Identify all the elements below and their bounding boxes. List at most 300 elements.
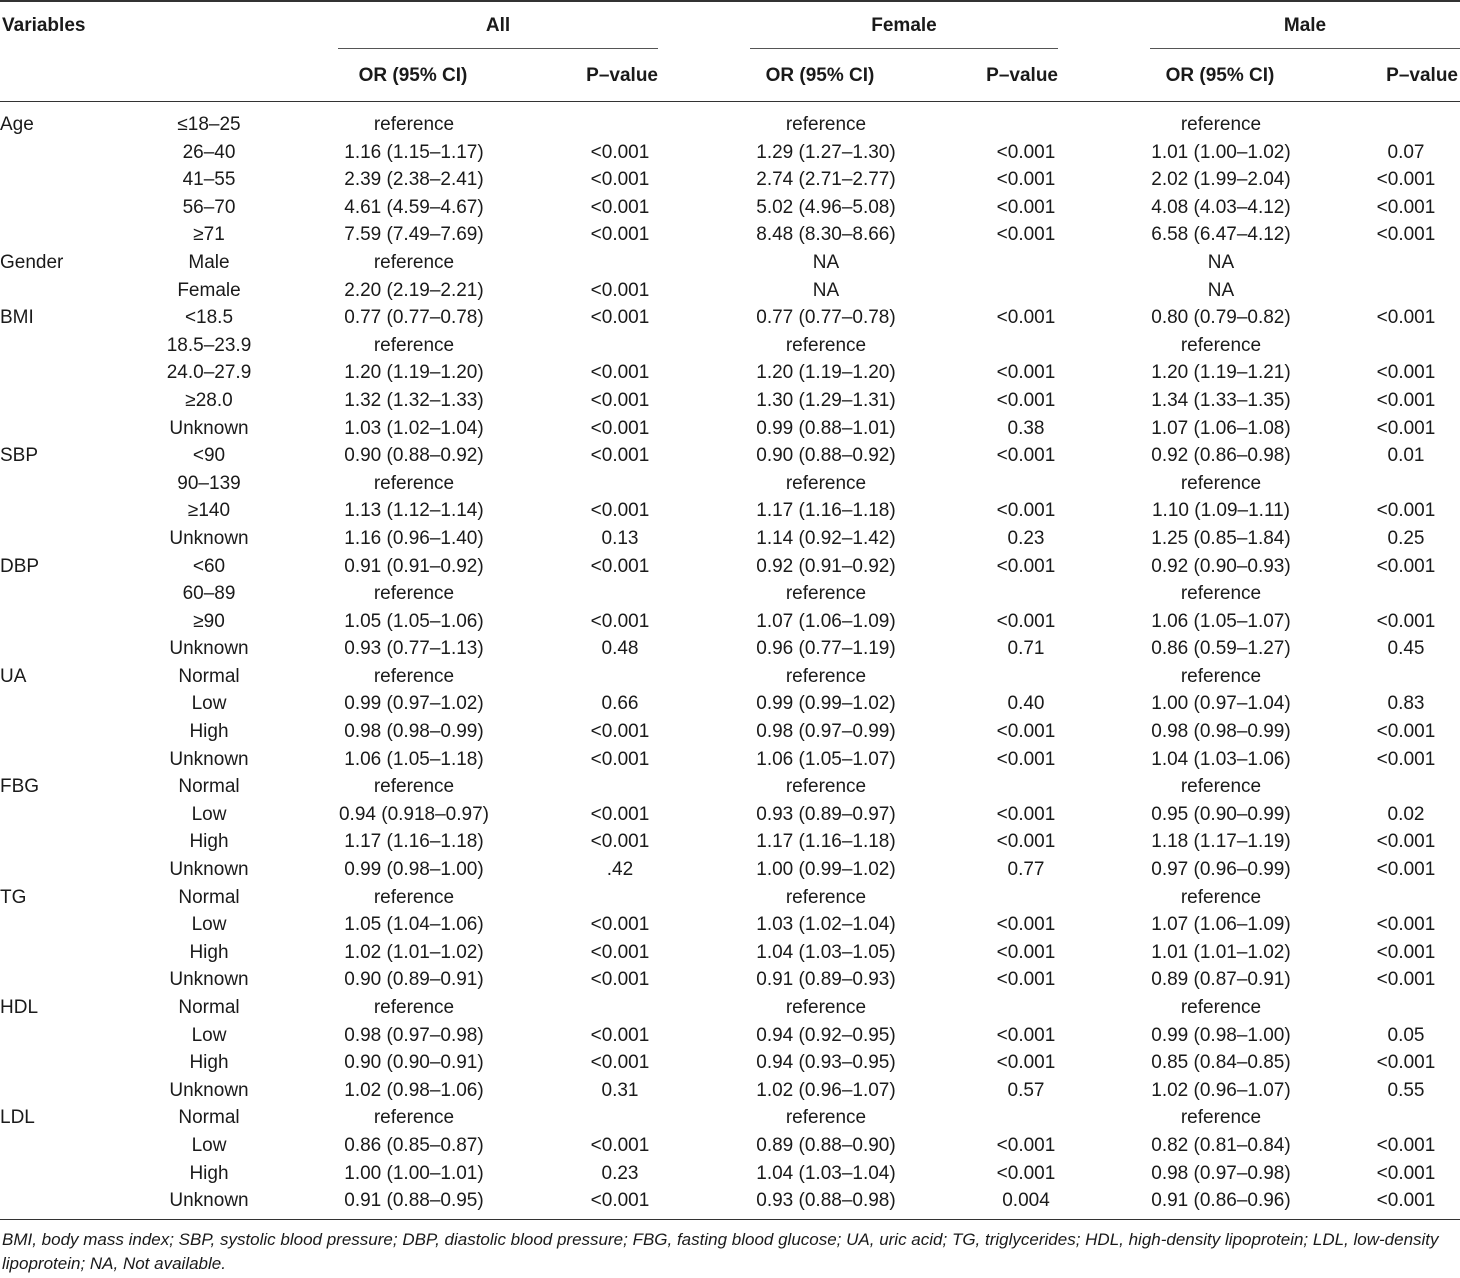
male-or-value: 1.02 (0.96–1.07) bbox=[1151, 1079, 1291, 1101]
row-variable bbox=[0, 1187, 140, 1215]
table-row bbox=[0, 277, 1460, 305]
row-variable: TG bbox=[0, 886, 27, 908]
male-p-value: <0.001 bbox=[1376, 610, 1436, 632]
female-or-value: NA bbox=[812, 279, 840, 301]
female-p-value: <0.001 bbox=[996, 141, 1056, 163]
female-or-value: 1.17 (1.16–1.18) bbox=[756, 500, 896, 522]
header-group-all: All bbox=[485, 15, 511, 36]
female-p-value bbox=[962, 994, 1090, 1022]
row-category: ≥28.0 bbox=[185, 389, 233, 411]
row-variable bbox=[0, 801, 140, 829]
male-p-value: <0.001 bbox=[1376, 748, 1436, 770]
female-or-value: reference bbox=[785, 472, 867, 494]
male-p-value: <0.001 bbox=[1376, 307, 1436, 329]
female-or-value: reference bbox=[785, 583, 867, 605]
female-or-value: reference bbox=[785, 334, 867, 356]
female-or-value: 1.02 (0.96–1.07) bbox=[756, 1079, 896, 1101]
female-or-value: 0.91 (0.89–0.93) bbox=[756, 969, 896, 991]
female-p-value: <0.001 bbox=[996, 307, 1056, 329]
row-category: ≥90 bbox=[193, 610, 225, 632]
row-category: High bbox=[189, 1052, 229, 1074]
male-or-value: 1.07 (1.06–1.09) bbox=[1151, 914, 1291, 936]
row-category: 26–40 bbox=[182, 141, 236, 163]
table-row bbox=[0, 939, 1460, 967]
all-or-value: 1.02 (1.01–1.02) bbox=[344, 941, 484, 963]
all-or-value: reference bbox=[373, 1107, 455, 1129]
row-variable bbox=[0, 635, 140, 663]
all-p-value: <0.001 bbox=[590, 141, 650, 163]
all-p-value bbox=[550, 470, 690, 498]
all-p-value: <0.001 bbox=[590, 1134, 650, 1156]
all-p-value: <0.001 bbox=[590, 500, 650, 522]
male-or-value: NA bbox=[1207, 279, 1235, 301]
row-category: 24.0–27.9 bbox=[166, 362, 252, 384]
female-p-value: 0.23 bbox=[1007, 527, 1045, 549]
row-category: High bbox=[189, 1162, 229, 1184]
table-row bbox=[0, 1132, 1460, 1160]
row-category: 41–55 bbox=[182, 169, 236, 191]
row-variable bbox=[0, 1022, 140, 1050]
table-row bbox=[0, 194, 1460, 222]
female-p-value: <0.001 bbox=[996, 445, 1056, 467]
female-p-value: <0.001 bbox=[996, 555, 1056, 577]
all-p-value: <0.001 bbox=[590, 389, 650, 411]
table-row bbox=[0, 966, 1460, 994]
male-or-value: 0.92 (0.90–0.93) bbox=[1151, 555, 1291, 577]
male-or-value: 1.01 (1.00–1.02) bbox=[1151, 141, 1291, 163]
all-p-value bbox=[550, 773, 690, 801]
row-variable bbox=[0, 856, 140, 884]
all-or-value: 0.98 (0.98–0.99) bbox=[344, 721, 484, 743]
male-p-value: <0.001 bbox=[1376, 1134, 1436, 1156]
table-row bbox=[0, 1077, 1460, 1105]
female-or-value: 1.06 (1.05–1.07) bbox=[756, 748, 896, 770]
all-p-value: <0.001 bbox=[590, 1024, 650, 1046]
male-or-value: 0.91 (0.86–0.96) bbox=[1151, 1190, 1291, 1212]
all-p-value: 0.48 bbox=[601, 638, 639, 660]
header-rule bbox=[0, 101, 1460, 102]
all-p-value bbox=[550, 884, 690, 912]
all-or-value: reference bbox=[373, 665, 455, 687]
female-or-value: 5.02 (4.96–5.08) bbox=[756, 196, 896, 218]
male-or-value: 0.92 (0.86–0.98) bbox=[1151, 445, 1291, 467]
header-p-all: P–value bbox=[586, 65, 658, 86]
all-or-value: 1.16 (0.96–1.40) bbox=[344, 527, 484, 549]
header-p-male: P–value bbox=[1386, 65, 1458, 86]
row-variable bbox=[0, 497, 140, 525]
male-p-value: <0.001 bbox=[1376, 1052, 1436, 1074]
row-category: Normal bbox=[178, 997, 240, 1018]
male-or-value: 0.99 (0.98–1.00) bbox=[1151, 1024, 1291, 1046]
row-variable bbox=[0, 332, 140, 360]
header-group-male: Male bbox=[1283, 15, 1327, 36]
table-row bbox=[0, 387, 1460, 415]
male-or-value: 0.80 (0.79–0.82) bbox=[1151, 307, 1291, 329]
female-or-value: 0.77 (0.77–0.78) bbox=[756, 307, 896, 329]
row-variable bbox=[0, 221, 140, 249]
header-or-all: OR (95% CI) bbox=[358, 65, 468, 86]
row-variable bbox=[0, 525, 140, 553]
male-p-value: 0.05 bbox=[1387, 1024, 1425, 1046]
male-p-value: <0.001 bbox=[1376, 555, 1436, 577]
male-p-value: 0.55 bbox=[1387, 1079, 1425, 1101]
all-p-value: <0.001 bbox=[590, 445, 650, 467]
all-p-value: <0.001 bbox=[590, 803, 650, 825]
female-p-value: 0.40 bbox=[1007, 693, 1045, 715]
header-or-female: OR (95% CI) bbox=[765, 65, 875, 86]
all-p-value: <0.001 bbox=[590, 307, 650, 329]
all-or-value: 0.90 (0.90–0.91) bbox=[344, 1052, 484, 1074]
table-row bbox=[0, 828, 1460, 856]
table-row bbox=[0, 635, 1460, 663]
male-or-value: reference bbox=[1180, 776, 1262, 798]
row-category: 56–70 bbox=[182, 196, 236, 218]
male-p-value: <0.001 bbox=[1376, 859, 1436, 881]
row-variable bbox=[0, 911, 140, 939]
row-variable bbox=[0, 470, 140, 498]
table-row bbox=[0, 608, 1460, 636]
male-or-value: 1.04 (1.03–1.06) bbox=[1151, 748, 1291, 770]
group-rule-all bbox=[338, 48, 658, 49]
row-category: ≥140 bbox=[187, 500, 231, 522]
table-row bbox=[0, 663, 1460, 691]
male-or-value: 0.97 (0.96–0.99) bbox=[1151, 859, 1291, 881]
row-variable bbox=[0, 608, 140, 636]
female-or-value: 0.93 (0.88–0.98) bbox=[756, 1190, 896, 1212]
table-row bbox=[0, 1187, 1460, 1215]
row-variable bbox=[0, 718, 140, 746]
all-p-value: <0.001 bbox=[590, 224, 650, 246]
header-variables: Variables bbox=[2, 15, 86, 36]
all-p-value: <0.001 bbox=[590, 748, 650, 770]
male-p-value: <0.001 bbox=[1376, 500, 1436, 522]
all-p-value: <0.001 bbox=[590, 969, 650, 991]
row-category: ≥71 bbox=[193, 224, 225, 246]
female-or-value: 1.17 (1.16–1.18) bbox=[756, 831, 896, 853]
all-or-value: 0.90 (0.88–0.92) bbox=[344, 445, 484, 467]
table-row bbox=[0, 111, 1460, 139]
male-p-value bbox=[1352, 470, 1460, 498]
male-p-value bbox=[1352, 249, 1460, 277]
row-category: Unknown bbox=[169, 638, 249, 660]
table-row bbox=[0, 746, 1460, 774]
row-category: Unknown bbox=[169, 969, 249, 991]
male-p-value: <0.001 bbox=[1376, 1190, 1436, 1212]
table-row bbox=[0, 856, 1460, 884]
row-category: Normal bbox=[178, 665, 240, 687]
all-or-value: 1.32 (1.32–1.33) bbox=[344, 389, 484, 411]
row-variable: DBP bbox=[0, 555, 40, 577]
male-p-value bbox=[1352, 111, 1460, 139]
row-category: Female bbox=[177, 279, 241, 301]
group-rule-male bbox=[1150, 48, 1460, 49]
female-or-value: 0.99 (0.88–1.01) bbox=[756, 417, 896, 439]
female-p-value bbox=[962, 277, 1090, 305]
male-or-value: 1.34 (1.33–1.35) bbox=[1151, 389, 1291, 411]
all-or-value: 1.20 (1.19–1.20) bbox=[344, 362, 484, 384]
all-p-value bbox=[550, 332, 690, 360]
all-p-value: 0.23 bbox=[601, 1162, 639, 1184]
all-p-value: <0.001 bbox=[590, 721, 650, 743]
row-variable: FBG bbox=[0, 776, 40, 798]
female-or-value: 1.30 (1.29–1.31) bbox=[756, 389, 896, 411]
row-category: Unknown bbox=[169, 1079, 249, 1101]
female-or-value: reference bbox=[785, 776, 867, 798]
row-category: High bbox=[189, 941, 229, 963]
all-or-value: reference bbox=[373, 583, 455, 605]
all-or-value: reference bbox=[373, 334, 455, 356]
all-p-value: <0.001 bbox=[590, 362, 650, 384]
all-or-value: 0.99 (0.97–1.02) bbox=[344, 693, 484, 715]
male-p-value: <0.001 bbox=[1376, 969, 1436, 991]
row-variable bbox=[0, 690, 140, 718]
male-p-value: 0.83 bbox=[1387, 693, 1425, 715]
top-rule bbox=[0, 0, 1460, 2]
table-row bbox=[0, 525, 1460, 553]
female-p-value: <0.001 bbox=[996, 721, 1056, 743]
male-or-value: 0.95 (0.90–0.99) bbox=[1151, 803, 1291, 825]
female-or-value: 0.99 (0.99–1.02) bbox=[756, 693, 896, 715]
row-variable bbox=[0, 828, 140, 856]
all-or-value: 7.59 (7.49–7.69) bbox=[344, 224, 484, 246]
female-or-value: 0.92 (0.91–0.92) bbox=[756, 555, 896, 577]
female-p-value bbox=[962, 580, 1090, 608]
table-row bbox=[0, 166, 1460, 194]
male-p-value bbox=[1352, 580, 1460, 608]
all-or-value: 1.17 (1.16–1.18) bbox=[344, 831, 484, 853]
table-row bbox=[0, 690, 1460, 718]
all-or-value: 1.13 (1.12–1.14) bbox=[344, 500, 484, 522]
all-or-value: 0.94 (0.918–0.97) bbox=[338, 803, 489, 825]
female-p-value bbox=[962, 884, 1090, 912]
all-or-value: 1.16 (1.15–1.17) bbox=[344, 141, 484, 163]
male-p-value: 0.25 bbox=[1387, 527, 1425, 549]
table-row bbox=[0, 1160, 1460, 1188]
female-or-value: 1.07 (1.06–1.09) bbox=[756, 610, 896, 632]
row-category: <90 bbox=[192, 445, 226, 467]
row-variable bbox=[0, 1077, 140, 1105]
all-or-value: 0.93 (0.77–1.13) bbox=[344, 638, 484, 660]
footer-rule bbox=[0, 1219, 1460, 1220]
male-or-value: 1.06 (1.05–1.07) bbox=[1151, 610, 1291, 632]
male-or-value: NA bbox=[1207, 251, 1235, 273]
all-or-value: 0.90 (0.89–0.91) bbox=[344, 969, 484, 991]
header-or-male: OR (95% CI) bbox=[1165, 65, 1275, 86]
all-or-value: 1.00 (1.00–1.01) bbox=[344, 1162, 484, 1184]
male-p-value: <0.001 bbox=[1376, 721, 1436, 743]
row-category: Low bbox=[191, 803, 227, 825]
all-or-value: 0.86 (0.85–0.87) bbox=[344, 1134, 484, 1156]
female-or-value: 1.00 (0.99–1.02) bbox=[756, 859, 896, 881]
female-p-value bbox=[962, 773, 1090, 801]
male-p-value: 0.07 bbox=[1387, 141, 1425, 163]
female-p-value bbox=[962, 663, 1090, 691]
male-p-value: <0.001 bbox=[1376, 941, 1436, 963]
all-or-value: 0.98 (0.97–0.98) bbox=[344, 1024, 484, 1046]
table-row bbox=[0, 884, 1460, 912]
row-variable bbox=[0, 1049, 140, 1077]
row-category: Normal bbox=[178, 1107, 240, 1129]
all-or-value: 1.06 (1.05–1.18) bbox=[344, 748, 484, 770]
row-category: Unknown bbox=[169, 1190, 249, 1212]
female-p-value: <0.001 bbox=[996, 389, 1056, 411]
male-p-value: 0.01 bbox=[1387, 445, 1425, 467]
table-row bbox=[0, 470, 1460, 498]
male-p-value: <0.001 bbox=[1376, 224, 1436, 246]
row-variable: BMI bbox=[0, 307, 34, 329]
female-p-value bbox=[962, 1104, 1090, 1132]
all-or-value: reference bbox=[373, 776, 455, 798]
female-p-value: <0.001 bbox=[996, 500, 1056, 522]
female-p-value: 0.57 bbox=[1007, 1079, 1045, 1101]
all-or-value: 2.39 (2.38–2.41) bbox=[344, 169, 484, 191]
female-or-value: 0.94 (0.92–0.95) bbox=[756, 1024, 896, 1046]
male-or-value: 0.85 (0.84–0.85) bbox=[1151, 1052, 1291, 1074]
female-or-value: 1.20 (1.19–1.20) bbox=[756, 362, 896, 384]
table-row bbox=[0, 911, 1460, 939]
male-or-value: 1.18 (1.17–1.19) bbox=[1151, 831, 1291, 853]
table-row bbox=[0, 415, 1460, 443]
male-p-value: <0.001 bbox=[1376, 169, 1436, 191]
male-or-value: 0.82 (0.81–0.84) bbox=[1151, 1134, 1291, 1156]
male-p-value: <0.001 bbox=[1376, 1162, 1436, 1184]
table-row bbox=[0, 332, 1460, 360]
male-p-value bbox=[1352, 884, 1460, 912]
female-p-value: 0.77 bbox=[1007, 859, 1045, 881]
row-variable bbox=[0, 1132, 140, 1160]
male-p-value: <0.001 bbox=[1376, 196, 1436, 218]
row-category: Unknown bbox=[169, 527, 249, 549]
male-or-value: 0.89 (0.87–0.91) bbox=[1151, 969, 1291, 991]
female-or-value: 1.04 (1.03–1.05) bbox=[756, 941, 896, 963]
row-variable bbox=[0, 580, 140, 608]
all-or-value: reference bbox=[373, 251, 455, 273]
female-p-value: 0.71 bbox=[1007, 638, 1045, 660]
male-or-value: 4.08 (4.03–4.12) bbox=[1151, 196, 1291, 218]
all-p-value: <0.001 bbox=[590, 1052, 650, 1074]
female-or-value: reference bbox=[785, 1107, 867, 1129]
all-p-value: 0.31 bbox=[601, 1079, 639, 1101]
female-p-value: <0.001 bbox=[996, 224, 1056, 246]
row-variable: Gender bbox=[0, 251, 64, 273]
male-or-value: 0.98 (0.98–0.99) bbox=[1151, 721, 1291, 743]
female-p-value: <0.001 bbox=[996, 914, 1056, 936]
row-category: Low bbox=[191, 1134, 227, 1156]
male-or-value: 1.01 (1.01–1.02) bbox=[1151, 941, 1291, 963]
row-category: <18.5 bbox=[184, 307, 234, 329]
row-category: Male bbox=[188, 251, 230, 273]
female-or-value: 0.93 (0.89–0.97) bbox=[756, 803, 896, 825]
all-p-value: <0.001 bbox=[590, 610, 650, 632]
row-variable: Age bbox=[0, 114, 34, 135]
male-p-value bbox=[1352, 277, 1460, 305]
table-row bbox=[0, 359, 1460, 387]
all-p-value: <0.001 bbox=[590, 196, 650, 218]
female-or-value: 0.90 (0.88–0.92) bbox=[756, 445, 896, 467]
row-category: Low bbox=[191, 914, 227, 936]
male-p-value bbox=[1352, 663, 1460, 691]
female-or-value: 0.89 (0.88–0.90) bbox=[756, 1134, 896, 1156]
female-p-value: <0.001 bbox=[996, 196, 1056, 218]
table-row bbox=[0, 801, 1460, 829]
row-variable: UA bbox=[0, 665, 27, 687]
table-row bbox=[0, 249, 1460, 277]
row-variable bbox=[0, 415, 140, 443]
male-or-value: 0.86 (0.59–1.27) bbox=[1151, 638, 1291, 660]
table-row bbox=[0, 442, 1460, 470]
row-category: High bbox=[189, 831, 229, 853]
female-p-value bbox=[962, 249, 1090, 277]
all-p-value bbox=[550, 580, 690, 608]
male-p-value: <0.001 bbox=[1376, 914, 1436, 936]
male-p-value: <0.001 bbox=[1376, 362, 1436, 384]
female-p-value: <0.001 bbox=[996, 1052, 1056, 1074]
male-or-value: 1.10 (1.09–1.11) bbox=[1151, 500, 1291, 522]
female-p-value: <0.001 bbox=[996, 748, 1056, 770]
table-row bbox=[0, 221, 1460, 249]
group-rule-female bbox=[750, 48, 1058, 49]
table-row bbox=[0, 718, 1460, 746]
all-p-value bbox=[550, 994, 690, 1022]
row-variable bbox=[0, 277, 140, 305]
row-category: Unknown bbox=[169, 859, 249, 881]
row-variable: SBP bbox=[0, 445, 39, 467]
all-p-value: .42 bbox=[606, 859, 634, 881]
row-variable bbox=[0, 139, 140, 167]
female-or-value: 0.98 (0.97–0.99) bbox=[756, 721, 896, 743]
male-or-value: 1.20 (1.19–1.21) bbox=[1151, 362, 1291, 384]
female-or-value: 1.03 (1.02–1.04) bbox=[756, 914, 896, 936]
male-p-value: 0.45 bbox=[1387, 638, 1425, 660]
table-row bbox=[0, 1104, 1460, 1132]
row-variable bbox=[0, 1160, 140, 1188]
row-variable bbox=[0, 359, 140, 387]
all-or-value: 0.99 (0.98–1.00) bbox=[344, 859, 484, 881]
header-p-female: P–value bbox=[986, 65, 1058, 86]
row-category: Unknown bbox=[169, 748, 249, 770]
female-p-value bbox=[962, 332, 1090, 360]
female-p-value: 0.38 bbox=[1007, 417, 1045, 439]
male-or-value: 2.02 (1.99–2.04) bbox=[1151, 169, 1291, 191]
female-p-value: <0.001 bbox=[996, 969, 1056, 991]
female-or-value: 8.48 (8.30–8.66) bbox=[756, 224, 896, 246]
row-variable bbox=[0, 939, 140, 967]
row-category: Low bbox=[191, 1024, 227, 1046]
all-or-value: 2.20 (2.19–2.21) bbox=[344, 279, 484, 301]
female-or-value: 0.96 (0.77–1.19) bbox=[756, 638, 896, 660]
female-p-value: <0.001 bbox=[996, 831, 1056, 853]
all-or-value: 1.03 (1.02–1.04) bbox=[344, 417, 484, 439]
all-p-value: <0.001 bbox=[590, 941, 650, 963]
female-p-value bbox=[962, 111, 1090, 139]
male-or-value: 1.00 (0.97–1.04) bbox=[1151, 693, 1291, 715]
male-or-value: 1.25 (0.85–1.84) bbox=[1151, 527, 1291, 549]
all-p-value bbox=[550, 111, 690, 139]
table-body bbox=[0, 111, 1460, 1215]
all-p-value bbox=[550, 1104, 690, 1132]
row-variable: HDL bbox=[0, 997, 39, 1018]
all-or-value: reference bbox=[373, 997, 455, 1018]
all-p-value: <0.001 bbox=[590, 914, 650, 936]
female-or-value: 1.04 (1.03–1.04) bbox=[756, 1162, 896, 1184]
row-variable bbox=[0, 194, 140, 222]
male-or-value: reference bbox=[1180, 997, 1262, 1018]
female-p-value: <0.001 bbox=[996, 1134, 1056, 1156]
row-category: ≤18–25 bbox=[177, 114, 241, 135]
all-p-value bbox=[550, 663, 690, 691]
male-or-value: reference bbox=[1180, 583, 1262, 605]
male-p-value bbox=[1352, 332, 1460, 360]
